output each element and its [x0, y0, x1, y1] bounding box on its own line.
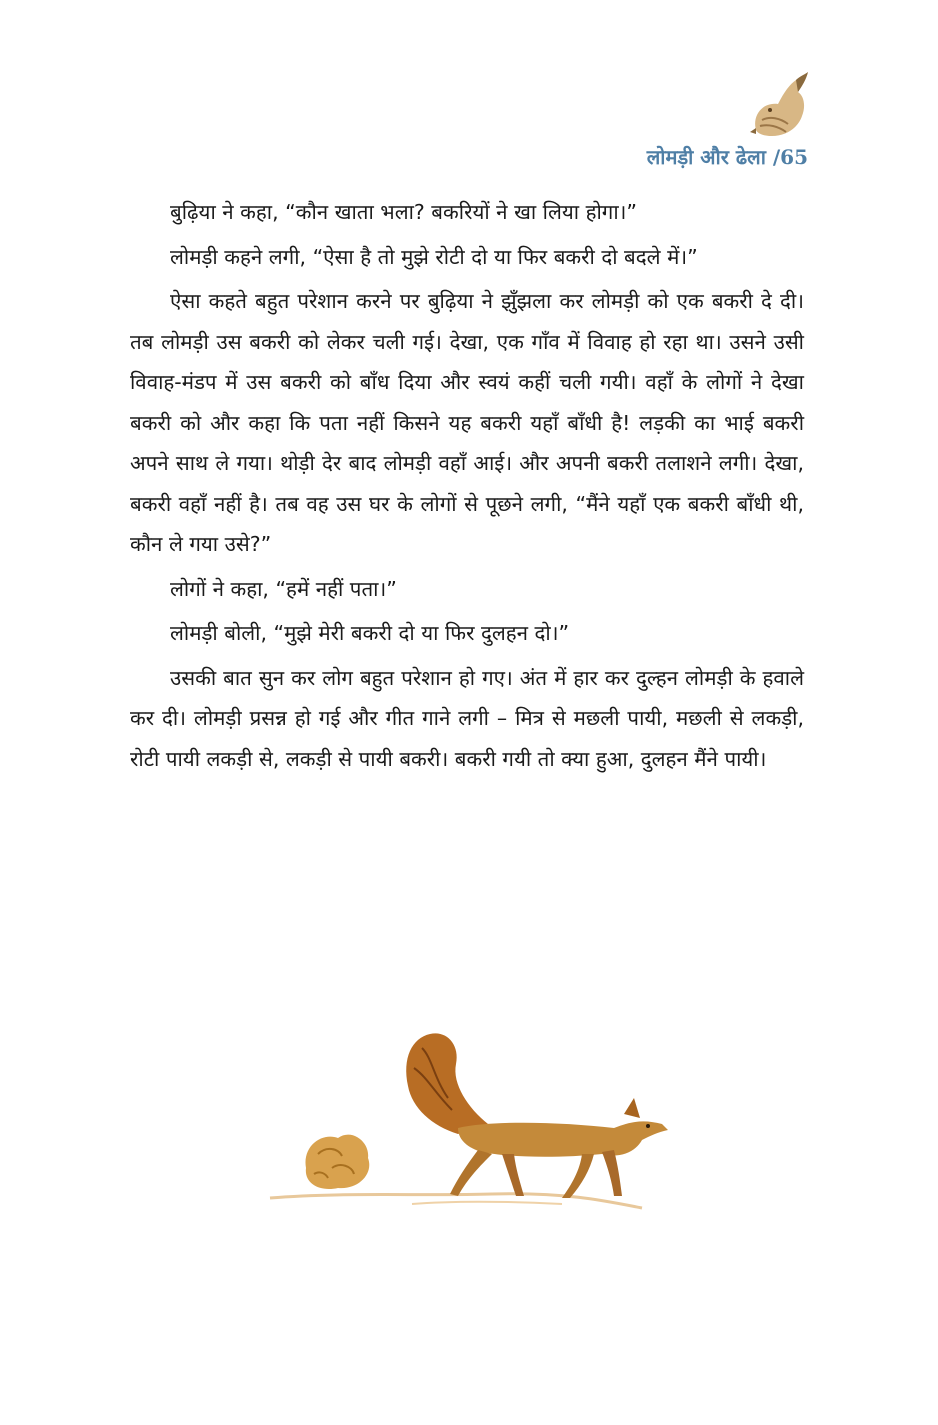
story-text — [130, 192, 804, 779]
paragraph: लोमड़ी बोली, “मुझे मेरी बकरी दो या फिर दुलहन दो।” — [170, 621, 570, 645]
running-header: लोमड़ी और ढेला /65 — [646, 145, 808, 169]
paragraph: उसकी बात सुन कर लोग बहुत परेशान हो गए। अंत में हार कर दुल्हन लोमड़ी के हवाले कर दी। लोमड़ी प्रसन्न हो गई और गीत गाने लगी – मित्र से मछली पायी, मछली से लकड़ी, रोटी पायी लकड़ी से, लकड़ी से पायी बकरी। बकरी गयी तो क्या हुआ, दुलहन मैंने पायी। — [130, 665, 804, 771]
bird-illustration — [748, 70, 814, 142]
clod-illustration — [305, 1135, 369, 1189]
paragraph: लोमड़ी कहने लगी, “ऐसा है तो मुझे रोटी दो या फिर बकरी दो बदले में।” — [170, 244, 698, 269]
paragraph: ऐसा कहते बहुत परेशान करने पर बुढ़िया ने झुँझला कर लोमड़ी को एक बकरी दे दी। तब लोमड़ी उस बकरी को लेकर चली गई। देखा, एक गाँव में विवाह हो रहा था। उसने उसी विवाह-मंडप में उस बकरी को बाँध दिया और स्वयं कहीं चली गयी। वहाँ के लोगों ने देखा बकरी को और कहा कि पता नहीं किसने यह बकरी यहाँ बाँधी है! लड़की का भाई बकरी अपने साथ ले गया। थोड़ी देर बाद लोमड़ी वहाँ आई। और अपनी बकरी तलाशने लगी। देखा, बकरी वहाँ नहीं है। तब वह उस घर के लोगों से पूछने लगी, “मैंने यहाँ एक बकरी बाँधी थी, कौन ले गया उसे?” — [130, 289, 804, 556]
fox-illustration — [262, 1028, 692, 1228]
fox-figure — [406, 1033, 668, 1198]
paragraph: बुढ़िया ने कहा, “कौन खाता भला? बकरियों ने खा लिया होगा।” — [170, 200, 638, 224]
paragraph: लोगों ने कहा, “हमें नहीं पता।” — [170, 576, 397, 601]
